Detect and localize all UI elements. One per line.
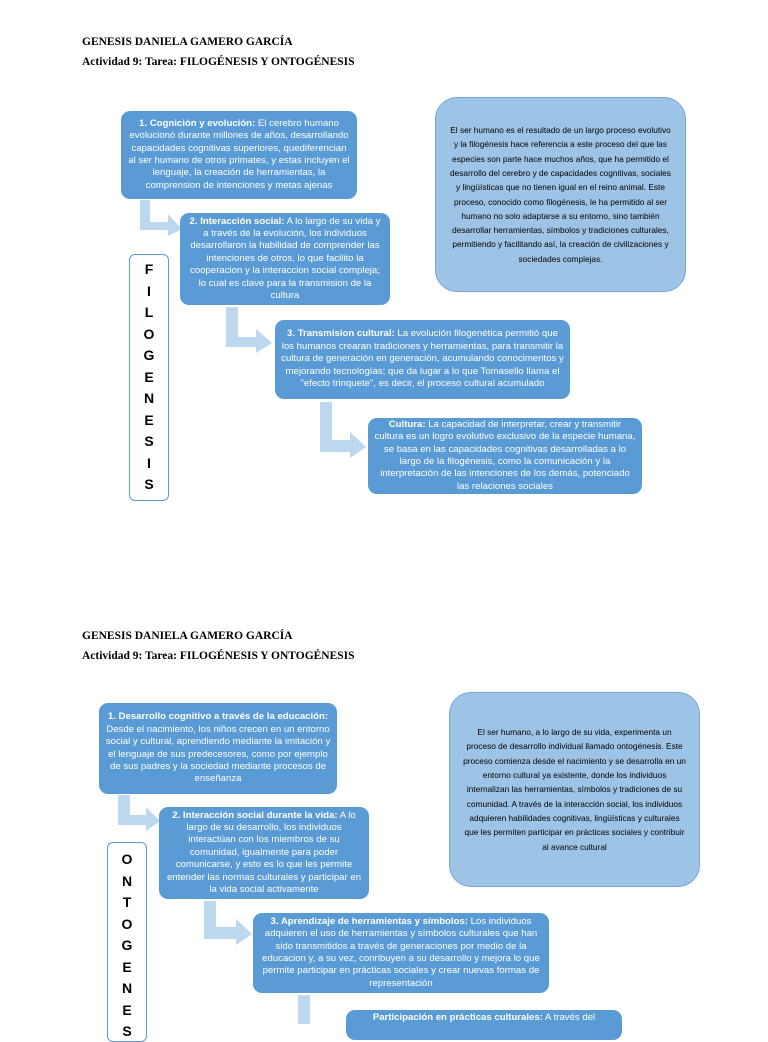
step-text: A través del — [545, 1012, 596, 1023]
step-text: El cerebro humano evolucionó durante millones de años, desarrollando capacidades cognitivas superiores, quediferencian al ser humano de otros primates, y estas incluyen el lenguaje, la creación de herramientas, la comprension de intenciones y metas ajenas — [128, 117, 350, 191]
connector-arrow — [114, 795, 164, 835]
step-title: Participación en prácticas culturales: — [372, 1012, 543, 1023]
step-box-4 — [346, 1010, 622, 1040]
connector-arrow — [226, 307, 276, 355]
author-name: GENESIS DANIELA GAMERO GARCÍA — [82, 36, 293, 48]
summary-text: El ser humano es el resultado de un largo proceso evolutivo y la filogénesis hace referencia a este proceso del que las especies son parte hace muchos años, que ha permitido el desarrollo del cerebro y de capacidades cognitivas, sociales y lingüísticas que no tienen igual en el reino animal. Este proceso, conocido como filogénesis, le ha permitido al ser humano no solo adaptarse a su entorno, sino también desarrollar herramientas, símbolos y tradiciones culturales, permitiendo y facilitando así, la creación de civilizaciones y sociedades complejas. — [450, 125, 671, 264]
step-box-2 — [180, 213, 390, 305]
step-text: Desde el nacimiento, los niños crecen en un entorno social y cultural, aprendiendo mediante la imitación y el lenguaje de sus predecesores, como por ejemplo de sus padres y la sociedad mediante procesos de enseñanza — [105, 723, 331, 785]
vertical-letter: N — [143, 390, 155, 406]
vertical-letter: T — [122, 894, 132, 910]
vertical-letter: E — [144, 368, 154, 385]
step-title: 3. Transmision cultural: — [287, 328, 395, 340]
connector-arrow — [296, 995, 326, 1024]
author-name: GENESIS DANIELA GAMERO GARCÍA — [82, 630, 293, 642]
summary-note — [435, 97, 686, 292]
step-box-2 — [159, 807, 369, 899]
step-box-3 — [253, 913, 549, 993]
step-text: A lo largo de su vida y a través de la evolución, los individuos desarrollaron la habilidad de comprender las intenciones de otros, lo que facilito la cooperacion y la interaccion social compleja; lo cual es clave para la transmision de la cultura — [190, 215, 381, 302]
step-text: La evolución filogenética permitió que los humanos crearan tradiciones y herramientas, para transmitir la cultura de generación en generación, acumulando conocimentos y mejorando tecnologías; que da lugar a lo que Tomasello llama el "efecto trinquete", es decir, el proceso cultural acumulado — [281, 328, 564, 390]
vertical-letter: N — [121, 980, 133, 996]
vertical-letter: S — [122, 1023, 132, 1039]
step-text: A lo largo de su desarrollo, los individuos interactúan con los miembros de su comunidad, igualmente para poder comunicarse, y esto es lo que les permite entender las normas culturales y participar en la vida social activamente — [166, 809, 362, 896]
connector-arrow — [318, 402, 370, 462]
step-title: 1. Cognición y evolución: — [139, 117, 256, 129]
connector-arrow — [204, 901, 256, 949]
step-box-1 — [99, 703, 337, 794]
activity-title: Actividad 9: Tarea: FILOGÉNESIS Y ONTOGÉNESIS — [82, 56, 355, 68]
vertical-letter: F — [144, 261, 154, 277]
vertical-letter: O — [143, 325, 155, 342]
vertical-word-box — [107, 842, 147, 1042]
vertical-letter: E — [122, 958, 132, 975]
vertical-letter: S — [144, 433, 154, 449]
vertical-letter: E — [122, 1001, 132, 1018]
connector-arrow — [136, 200, 186, 240]
summary-note — [449, 692, 700, 887]
vertical-letter: O — [121, 915, 133, 932]
vertical-letter: S — [144, 476, 154, 492]
step-title: 3. Aprendizaje de herramientas y símbolos: — [270, 915, 468, 927]
step-title: 1. Desarrollo cognitivo a través de la educación: — [107, 711, 329, 723]
step-text: La capacidad de interpretar, crear y transmitir cultura es un logro evolutivo exclusivo de la especie humana, se basa en las capacidades cognitivas desarrolladas a lo largo de la filogénesis, como la comunicación y la interpretación de las intenciones de los demás, potenciado las relaciones sociales — [374, 418, 636, 492]
vertical-letter: E — [144, 411, 154, 428]
vertical-letter: N — [121, 872, 133, 889]
vertical-word-box — [129, 254, 169, 501]
step-box-3 — [275, 320, 570, 399]
step-text: Los individuos adquieren el uso de herramientas y símbolos culturales que han sido transmitidos a través de generaciones por medio de la educacion y, a su vez, conribuyen a su desarrollo y mejora lo que permite participar en prácticas sociales y crear nuevas formas de representación — [262, 915, 540, 989]
vertical-letter: I — [147, 454, 151, 471]
summary-text: El ser humano, a lo largo de su vida, experimenta un proceso de desarrollo individual llamado ontogénesis. Este proceso comienza desde el nacimiento y se desarrolla en un entorno cultural ya existente, donde los individuos internalizan las herramientas, símbolos y tradiciones de su comunidad. A través de la interacción social, los individuos adquieren habilidades cognitivas, lingüísticas y culturales que les permiten participar en prácticas sociales y contribuir al avance cultural — [463, 727, 686, 852]
vertical-letter: O — [121, 851, 133, 867]
step-box-4 — [368, 418, 642, 494]
step-title: 2. Interacción social: — [189, 215, 285, 227]
activity-title: Actividad 9: Tarea: FILOGÉNESIS Y ONTOGÉNESIS — [82, 650, 355, 662]
step-title: Cultura: — [388, 418, 426, 430]
vertical-letter: G — [121, 937, 133, 953]
vertical-letter: L — [144, 304, 154, 320]
step-box-1 — [121, 111, 357, 199]
vertical-letter: G — [143, 347, 155, 363]
vertical-letter: I — [147, 282, 151, 299]
step-title: 2. Interacción social durante la vida: — [172, 809, 338, 821]
